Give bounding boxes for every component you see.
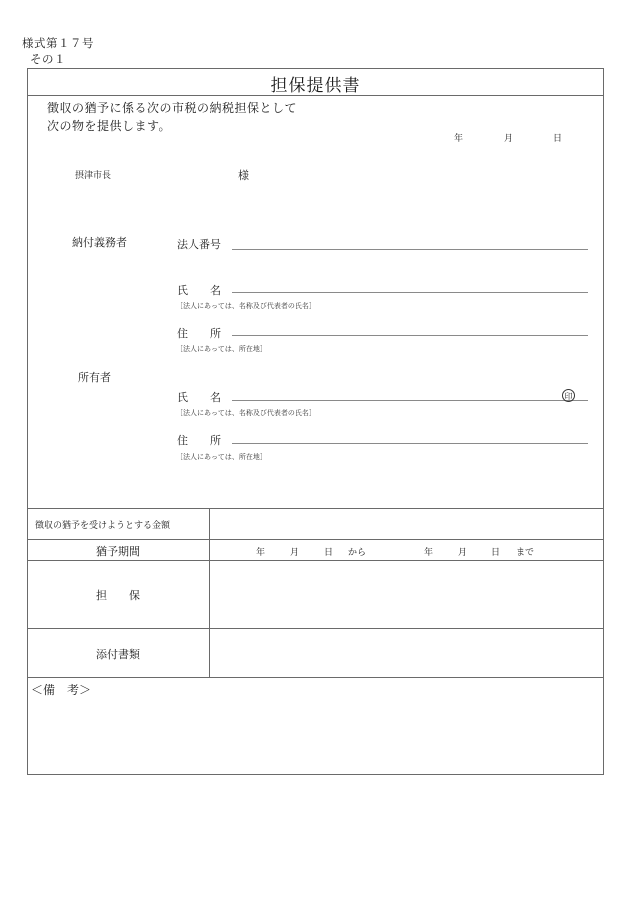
date-day: 日 <box>553 134 563 144</box>
table-column-divider <box>209 508 210 677</box>
intro-line-1: 徴収の猶予に係る次の市税の納税担保として <box>47 101 298 115</box>
period-from-suffix: から <box>348 548 367 558</box>
period-from-month: 月 <box>290 548 300 558</box>
taxpayer-address-note: ［法人にあっては、所在地］ <box>176 345 267 353</box>
date-month: 月 <box>504 134 514 144</box>
period-row-divider <box>27 560 604 561</box>
amount-field[interactable] <box>212 510 602 538</box>
amount-label: 徴収の猶予を受けようとする金額 <box>35 521 171 531</box>
remarks-label: ＜備 考＞ <box>31 683 92 697</box>
period-to-month: 月 <box>458 548 468 558</box>
owner-address-label: 住 所 <box>177 434 221 447</box>
taxpayer-section-label: 納付義務者 <box>72 236 127 249</box>
corporate-number-field[interactable] <box>232 249 588 250</box>
period-to-year: 年 <box>424 548 434 558</box>
collateral-label: 担 保 <box>96 589 140 602</box>
collateral-row-divider <box>27 628 604 629</box>
owner-address-field[interactable] <box>232 443 588 444</box>
sub-number: その１ <box>30 52 66 66</box>
taxpayer-address-field[interactable] <box>232 335 588 336</box>
attachments-row-divider <box>27 677 604 678</box>
honorific: 様 <box>238 169 249 182</box>
period-label: 猶予期間 <box>96 545 140 558</box>
owner-section-label: 所有者 <box>78 371 111 384</box>
table-top-line <box>27 508 604 509</box>
addressee: 摂津市長 <box>75 171 112 181</box>
taxpayer-address-label: 住 所 <box>177 327 221 340</box>
taxpayer-name-field[interactable] <box>232 292 588 293</box>
attachments-field[interactable] <box>212 630 602 675</box>
owner-name-note: ［法人にあっては、名称及び代表者の氏名］ <box>176 409 316 417</box>
seal-mark: 印 <box>562 389 575 402</box>
owner-name-field[interactable] <box>232 400 588 401</box>
remarks-field[interactable] <box>30 698 602 772</box>
document-title: 担保提供書 <box>270 76 361 96</box>
collateral-field[interactable] <box>212 562 602 626</box>
taxpayer-name-note: ［法人にあっては、名称及び代表者の氏名］ <box>176 302 316 310</box>
date-year: 年 <box>454 134 464 144</box>
period-from-day: 日 <box>324 548 334 558</box>
attachments-label: 添付書類 <box>96 648 140 661</box>
form-number: 様式第１７号 <box>22 36 94 50</box>
intro-line-2: 次の物を提供します。 <box>47 119 172 133</box>
period-from-year: 年 <box>256 548 266 558</box>
title-divider <box>27 95 604 96</box>
period-to-day: 日 <box>491 548 501 558</box>
taxpayer-name-label: 氏 名 <box>177 284 221 297</box>
corporate-number-label: 法人番号 <box>177 238 221 251</box>
owner-address-note: ［法人にあっては、所在地］ <box>176 453 267 461</box>
period-to-suffix: まで <box>516 548 535 558</box>
owner-name-label: 氏 名 <box>177 391 221 404</box>
amount-row-divider <box>27 539 604 540</box>
